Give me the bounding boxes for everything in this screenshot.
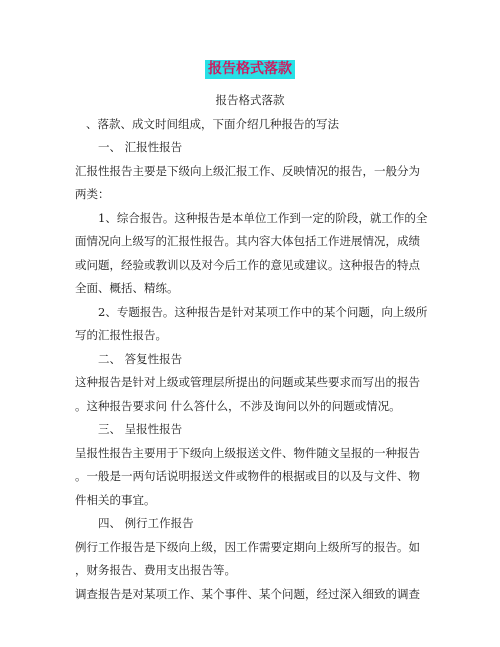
paragraph-line: 全面、概括、精练。	[75, 281, 179, 295]
section-heading-1: 一、 汇报性报告	[98, 140, 183, 154]
paragraph-line: 。一般是一两句话说明报送文件或物件的根据或目的以及与文件、物	[75, 469, 420, 483]
paragraph-line: 面情况向上级写的汇报性报告。其内容大体包括工作进展情况，成绩	[75, 234, 420, 248]
paragraph-line: 写的汇报性报告。	[75, 328, 167, 342]
document-title: 报告格式落款	[205, 60, 295, 79]
paragraph-line: 呈报性报告主要用于下级向上级报送文件、物件随文呈报的一种报告	[75, 446, 420, 460]
paragraph-line: 例行工作报告是下级向上级，因工作需要定期向上级所写的报告。如	[75, 540, 420, 554]
paragraph-line: 汇报性报告主要是下级向上级汇报工作、反映情况的报告，一般分为	[75, 164, 420, 178]
section-heading-4: 四、 例行工作报告	[98, 516, 194, 530]
paragraph-line: 2、专题报告。这种报告是针对某项工作中的某个问题，向上级所	[98, 305, 428, 319]
paragraph-line: 这种报告是针对上级或管理层所提出的问题或某些要求而写出的报告	[75, 375, 420, 389]
paragraph-line: 两类：	[75, 187, 110, 201]
intro-line: 、落款、成文时间组成，下面介绍几种报告的写法	[86, 117, 339, 131]
subtitle: 报告格式落款	[215, 93, 285, 107]
section-heading-2: 二、 答复性报告	[98, 352, 183, 366]
paragraph-line: 。这种报告要求问 什么答什么，不涉及询问以外的问题或情况。	[75, 399, 401, 413]
paragraph-line: ，财务报告、费用支出报告等。	[75, 563, 236, 577]
paragraph-line: 或问题，经验或教训以及对今后工作的意见或建议。这种报告的特点	[75, 258, 420, 272]
paragraph-line: 1、综合报告。这种报告是本单位工作到一定的阶段，就工作的全	[98, 211, 428, 225]
paragraph-line: 件相关的事宜。	[75, 493, 156, 507]
section-heading-3: 三、 呈报性报告	[98, 422, 183, 436]
paragraph-line: 调查报告是对某项工作、某个事件、某个问题，经过深入细致的调查	[75, 587, 420, 601]
title-wrap	[0, 58, 500, 79]
